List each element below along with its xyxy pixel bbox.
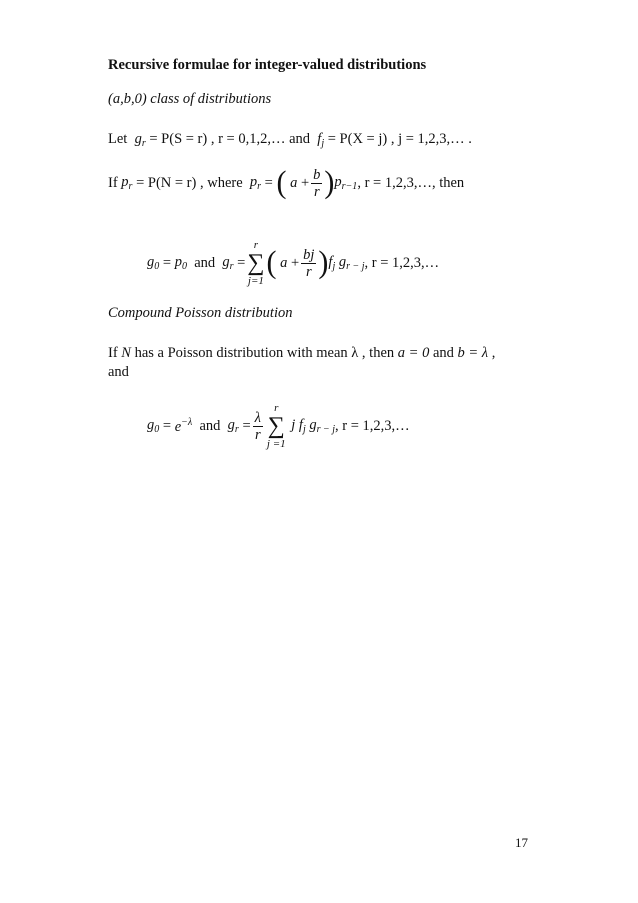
recursion-tail: , r = 1,2,3,… bbox=[364, 254, 440, 271]
page-number: 17 bbox=[515, 835, 528, 850]
section-heading: Recursive formulae for integer-valued distributions bbox=[108, 57, 427, 73]
g-definition: P(S = r) , r = 0,1,2,… bbox=[161, 131, 290, 147]
and-word-2: and bbox=[194, 254, 216, 271]
poisson-recursion-tail: , r = 1,2,3,… bbox=[335, 417, 410, 434]
compound-poisson-subheading: Compound Poisson distribution bbox=[108, 305, 293, 321]
definition-line: Let $g_r = P(S = r)$ , r = 0,1,2,… and $f_j = P(X = j)$ , j = 1,2,3,… . bbox=[108, 131, 472, 149]
poisson-statement bbox=[108, 345, 495, 362]
a-zero: a = 0 bbox=[397, 345, 430, 361]
f-definition: P(X = j) , j = 1,2,3,… . bbox=[339, 131, 472, 147]
n-symbol: N bbox=[121, 345, 131, 361]
condition-line: If $p_r$ = P(N = r) , where $p_r$ = ( a + $\frac{b}{r}$ ) $p_{r-1}$ , r = 1,2,3,…, then bbox=[108, 165, 465, 200]
let-word: Let bbox=[108, 131, 128, 147]
b-lambda: b = λ bbox=[457, 345, 489, 361]
and-line: and bbox=[108, 364, 129, 380]
comma: , bbox=[488, 345, 496, 361]
p-definition: P(N = r) , bbox=[147, 174, 204, 191]
poisson-mean-text: has a Poisson distribution with mean λ , then bbox=[130, 345, 398, 361]
where-word: where bbox=[207, 174, 243, 191]
and-word: and bbox=[289, 131, 311, 147]
recursion-range: , r = 1,2,3,…, then bbox=[357, 174, 465, 191]
and-word-3: and bbox=[429, 345, 458, 361]
and-word-4: and bbox=[199, 417, 221, 434]
panjer-recursion: $g_0$ = $p_0$ and $g_r$ = r ∑ j=1 ( a + $\frac{bj}{r}$ ) $f_j$ $g_{r - j}$ , r = 1,2,3,… bbox=[147, 239, 440, 287]
poisson-recursion: $g_0$ = $e^{-\lambda}$ and $g_r$ = $\frac{\lambda}{r}$ r ∑ j =1 j $f_j$ $g_{r - j}$ , r = 1,2,3,… bbox=[147, 402, 410, 450]
class-subheading: (a,b,0) class of distributions bbox=[108, 91, 272, 107]
if-word-2: If bbox=[108, 345, 122, 361]
if-word: If bbox=[108, 174, 118, 191]
